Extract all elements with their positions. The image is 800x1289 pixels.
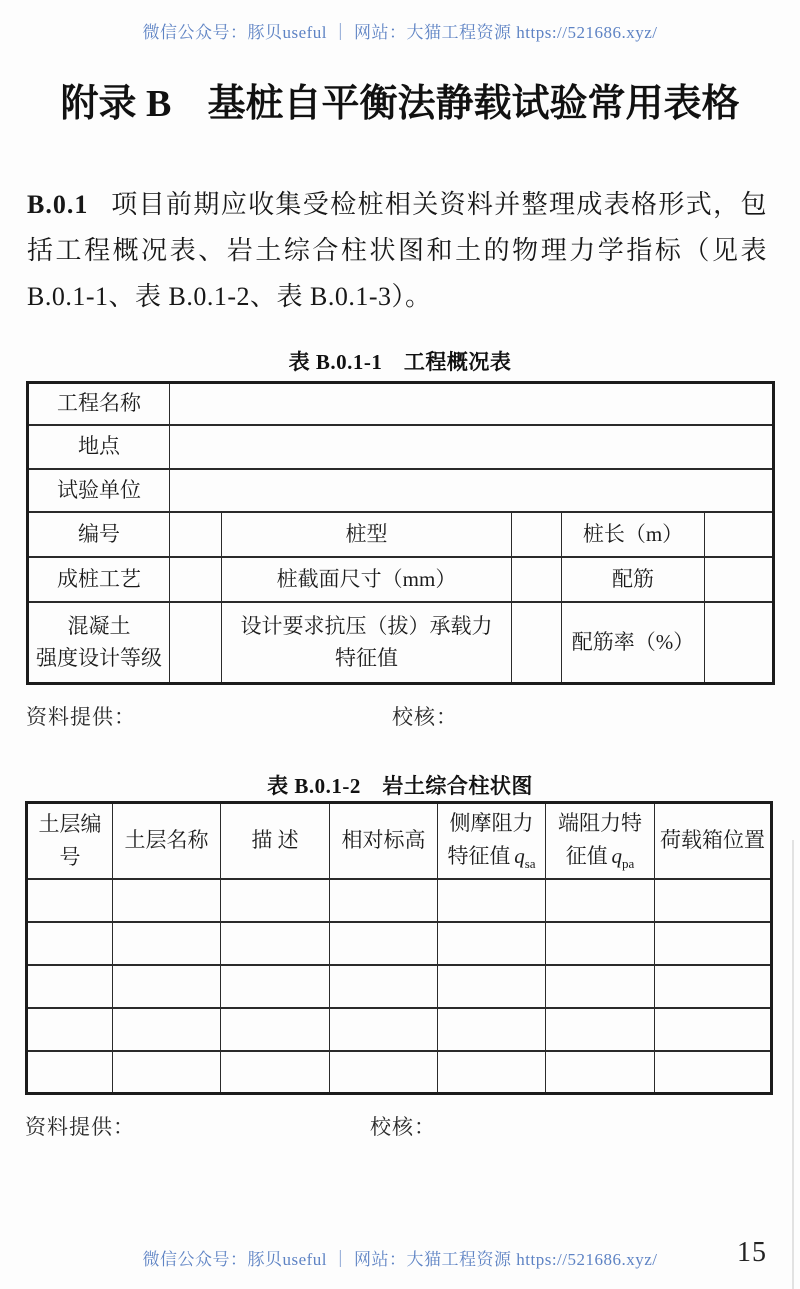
checker-label: 校核： bbox=[392, 705, 458, 729]
empty-cell bbox=[113, 879, 221, 922]
empty-cell bbox=[546, 879, 655, 922]
label-line: 强度设计等级 bbox=[36, 646, 162, 671]
label-cell: 桩型 bbox=[222, 512, 512, 557]
empty-cell bbox=[655, 879, 772, 922]
empty-cell bbox=[438, 1051, 546, 1094]
empty-cell bbox=[330, 965, 438, 1008]
data-provider-label: 资料提供： bbox=[25, 1115, 135, 1139]
header-line: 侧摩阻力 bbox=[449, 811, 534, 836]
header-line: 征值 bbox=[565, 843, 608, 868]
col-soil-layer-name: 土层名称 bbox=[113, 803, 221, 879]
table-header-row bbox=[27, 803, 772, 879]
empty-cell bbox=[221, 922, 330, 965]
watermark-top-text: 微信公众号：豚贝useful ｜ 网站：大猫工程资源 https://521686.xyz/ bbox=[142, 23, 658, 42]
empty-cell bbox=[221, 965, 330, 1008]
empty-cell bbox=[330, 922, 438, 965]
label-cell bbox=[28, 602, 170, 684]
watermark-bottom bbox=[0, 1245, 800, 1270]
empty-cell bbox=[27, 922, 113, 965]
q-symbol: q bbox=[611, 843, 622, 868]
empty-cell bbox=[655, 1051, 772, 1094]
q-symbol: q bbox=[514, 843, 525, 868]
empty-cell bbox=[221, 1008, 330, 1051]
empty-cell bbox=[546, 922, 655, 965]
data-provider-label: 资料提供： bbox=[26, 705, 136, 729]
empty-cell bbox=[438, 879, 546, 922]
header-line: 特征值 bbox=[447, 843, 511, 868]
empty-cell bbox=[438, 1008, 546, 1051]
value-cell-blank bbox=[170, 469, 774, 512]
page-number: 15 bbox=[737, 1237, 767, 1268]
col-load-cell-position: 荷载箱位置 bbox=[655, 803, 772, 879]
table-row bbox=[27, 922, 772, 965]
col-side-friction bbox=[438, 803, 546, 879]
table-row bbox=[28, 557, 774, 602]
empty-cell bbox=[330, 1008, 438, 1051]
table2-caption: 表 B.0.1-2 岩土综合柱状图 bbox=[267, 774, 533, 798]
label-cell: 成桩工艺 bbox=[28, 557, 170, 602]
page-title bbox=[0, 72, 800, 127]
value-cell-blank bbox=[170, 602, 222, 684]
checker-label: 校核： bbox=[370, 1115, 436, 1139]
empty-cell bbox=[27, 1008, 113, 1051]
watermark-top bbox=[0, 18, 800, 43]
table-row bbox=[27, 1051, 772, 1094]
col-description: 描 述 bbox=[221, 803, 330, 879]
empty-cell bbox=[221, 1051, 330, 1094]
col-relative-elevation: 相对标高 bbox=[330, 803, 438, 879]
empty-cell bbox=[27, 879, 113, 922]
table1-caption: 表 B.0.1-1 工程概况表 bbox=[288, 350, 512, 374]
label-cell: 地点 bbox=[28, 425, 170, 469]
label-line: 特征值 bbox=[335, 646, 398, 671]
empty-cell bbox=[27, 1051, 113, 1094]
empty-cell bbox=[113, 1051, 221, 1094]
empty-cell bbox=[113, 922, 221, 965]
clause-number: B.0.1 bbox=[27, 190, 89, 219]
empty-cell bbox=[27, 965, 113, 1008]
value-cell-blank bbox=[170, 557, 222, 602]
q-subscript: sa bbox=[524, 856, 536, 872]
empty-cell bbox=[546, 1008, 655, 1051]
col-soil-layer-number: 土层编号 bbox=[27, 803, 113, 879]
clause-paragraph bbox=[27, 182, 767, 320]
table-row bbox=[28, 512, 774, 557]
empty-cell bbox=[438, 922, 546, 965]
label-cell: 试验单位 bbox=[28, 469, 170, 512]
value-cell-blank bbox=[705, 602, 774, 684]
table-row bbox=[28, 602, 774, 684]
label-cell: 桩截面尺寸（mm） bbox=[222, 557, 512, 602]
table-row bbox=[27, 1008, 772, 1051]
appendix-label: 附录 B bbox=[60, 83, 172, 125]
clause-text: 项目前期应收集受检桩相关资料并整理成表格形式，包括工程概况表、岩土综合柱状图和土的物理力学指标（见表 B.0.1-1、表 B.0.1-2、表 B.0.1-3）。 bbox=[27, 190, 767, 311]
value-cell-blank bbox=[705, 512, 774, 557]
value-cell-blank bbox=[170, 425, 774, 469]
soil-column-table bbox=[25, 801, 773, 1095]
empty-cell bbox=[113, 1008, 221, 1051]
table-row bbox=[28, 425, 774, 469]
table-row bbox=[28, 469, 774, 512]
value-cell-blank bbox=[170, 512, 222, 557]
watermark-bottom-text: 微信公众号：豚贝useful ｜ 网站：大猫工程资源 https://521686.xyz/ bbox=[142, 1250, 658, 1269]
scan-edge-artifact bbox=[792, 840, 794, 1289]
label-cell bbox=[222, 602, 512, 684]
label-cell: 编号 bbox=[28, 512, 170, 557]
empty-cell bbox=[546, 1051, 655, 1094]
table-row bbox=[27, 965, 772, 1008]
value-cell-blank bbox=[512, 602, 562, 684]
empty-cell bbox=[113, 965, 221, 1008]
empty-cell bbox=[655, 965, 772, 1008]
label-line: 设计要求抗压（拔）承载力 bbox=[240, 613, 493, 638]
label-cell: 工程名称 bbox=[28, 383, 170, 425]
empty-cell bbox=[438, 965, 546, 1008]
q-subscript: pa bbox=[621, 856, 635, 872]
value-cell-blank bbox=[705, 557, 774, 602]
col-end-resistance bbox=[546, 803, 655, 879]
empty-cell bbox=[330, 879, 438, 922]
empty-cell bbox=[221, 879, 330, 922]
value-cell-blank bbox=[170, 383, 774, 425]
page-title-text: 基桩自平衡法静载试验常用表格 bbox=[207, 83, 740, 125]
project-overview-table bbox=[26, 381, 775, 685]
label-cell: 桩长（m） bbox=[562, 512, 705, 557]
label-line: 混凝土 bbox=[67, 613, 131, 638]
label-cell: 配筋 bbox=[562, 557, 705, 602]
empty-cell bbox=[330, 1051, 438, 1094]
empty-cell bbox=[655, 1008, 772, 1051]
table2-body bbox=[27, 879, 772, 1094]
empty-cell bbox=[546, 965, 655, 1008]
label-cell: 配筋率（%） bbox=[562, 602, 705, 684]
table-row bbox=[28, 383, 774, 425]
table-row bbox=[27, 879, 772, 922]
header-line: 端阻力特 bbox=[558, 811, 642, 836]
value-cell-blank bbox=[512, 512, 562, 557]
value-cell-blank bbox=[512, 557, 562, 602]
empty-cell bbox=[655, 922, 772, 965]
